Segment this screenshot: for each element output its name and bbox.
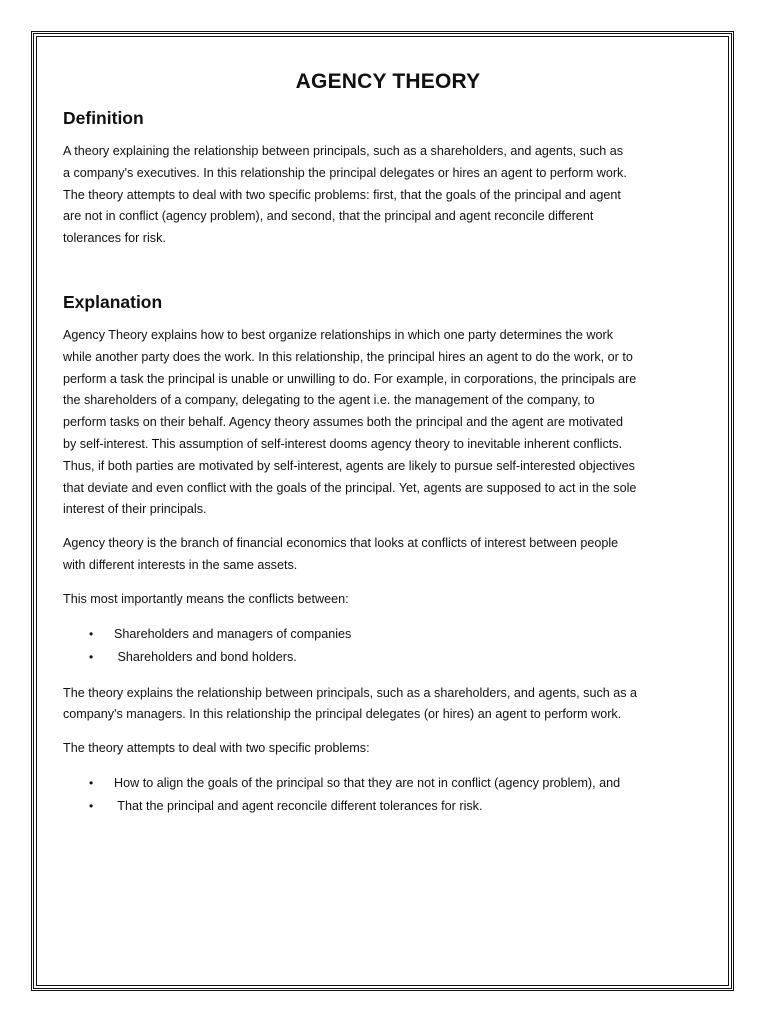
explanation-paragraph-2 — [63, 533, 713, 577]
text-line: A theory explaining the relationship between principals, such as a shareholders, and agents, such as — [63, 144, 624, 158]
text-line: Agency Theory explains how to best organize relationships in which one party determines the work — [63, 327, 613, 342]
text-line: Thus, if both parties are motivated by self-interest, agents are likely to pursue self-interested objectives — [63, 458, 635, 473]
definition-paragraph — [63, 141, 713, 250]
text-line: The theory explains the relationship between principals, such as a shareholders, and agents, such as a — [63, 685, 638, 700]
bullet-icon: • — [89, 649, 94, 664]
problems-list — [63, 772, 713, 818]
text-line: while another party does the work. In this relationship, the principal hires an agent to do the work, or to — [63, 349, 633, 364]
explanation-paragraph-1 — [63, 325, 713, 521]
explanation-paragraph-4 — [63, 683, 713, 727]
text-line: tolerances for risk. — [63, 231, 166, 246]
text-line: a company's executives. In this relationship the principal delegates or hires an agent to perform work. — [63, 165, 627, 180]
conflicts-list — [63, 623, 713, 669]
section-spacer — [63, 262, 713, 292]
bullet-icon: • — [89, 626, 94, 641]
text-line: that deviate and even conflict with the goals of the principal. Yet, agents are supposed to act in the sole — [63, 480, 637, 495]
text-line: perform tasks on their behalf. Agency theory assumes both the principal and the agent are motivated — [63, 415, 624, 430]
list-item-text: Shareholders and managers of companies — [114, 626, 352, 641]
text-line: perform a task the principal is unable or unwilling to do. For example, in corporations, the principals are — [63, 371, 637, 386]
text-line: The theory attempts to deal with two specific problems: first, that the goals of the principal and agent — [63, 187, 621, 202]
text-line: The theory attempts to deal with two specific problems: — [63, 741, 370, 756]
text-line: are not in conflict (agency problem), and second, that the principal and agent reconcile different — [63, 209, 594, 224]
explanation-heading: Explanation — [63, 291, 163, 312]
list-item-text: How to align the goals of the principal so that they are not in conflict (agency problem), and — [114, 775, 621, 790]
list-item-text: Shareholders and bond holders. — [114, 649, 297, 664]
document-title: AGENCY THEORY — [295, 70, 481, 93]
explanation-paragraph-5 — [63, 738, 713, 760]
text-line: with different interests in the same assets. — [63, 557, 298, 572]
document-body — [63, 70, 713, 832]
bullet-icon: • — [89, 775, 94, 790]
list-item-text: That the principal and agent reconcile different tolerances for risk. — [114, 798, 483, 813]
list-item — [63, 623, 713, 646]
list-item — [63, 646, 713, 669]
definition-heading: Definition — [63, 108, 144, 128]
text-line: Agency theory is the branch of financial economics that looks at conflicts of interest between people — [63, 536, 619, 551]
text-line: by self-interest. This assumption of self-interest dooms agency theory to inevitable inherent conflicts. — [63, 436, 623, 451]
list-item — [63, 772, 713, 795]
text-line: This most importantly means the conflicts between: — [63, 591, 349, 606]
text-line: company's managers. In this relationship the principal delegates (or hires) an agent to perform work. — [63, 707, 622, 722]
explanation-paragraph-3 — [63, 589, 713, 611]
list-item — [63, 795, 713, 818]
bullet-icon: • — [89, 798, 94, 813]
text-line: the shareholders of a company, delegating to the agent i.e. the management of the company, to — [63, 393, 595, 408]
text-line: interest of their principals. — [63, 502, 207, 517]
